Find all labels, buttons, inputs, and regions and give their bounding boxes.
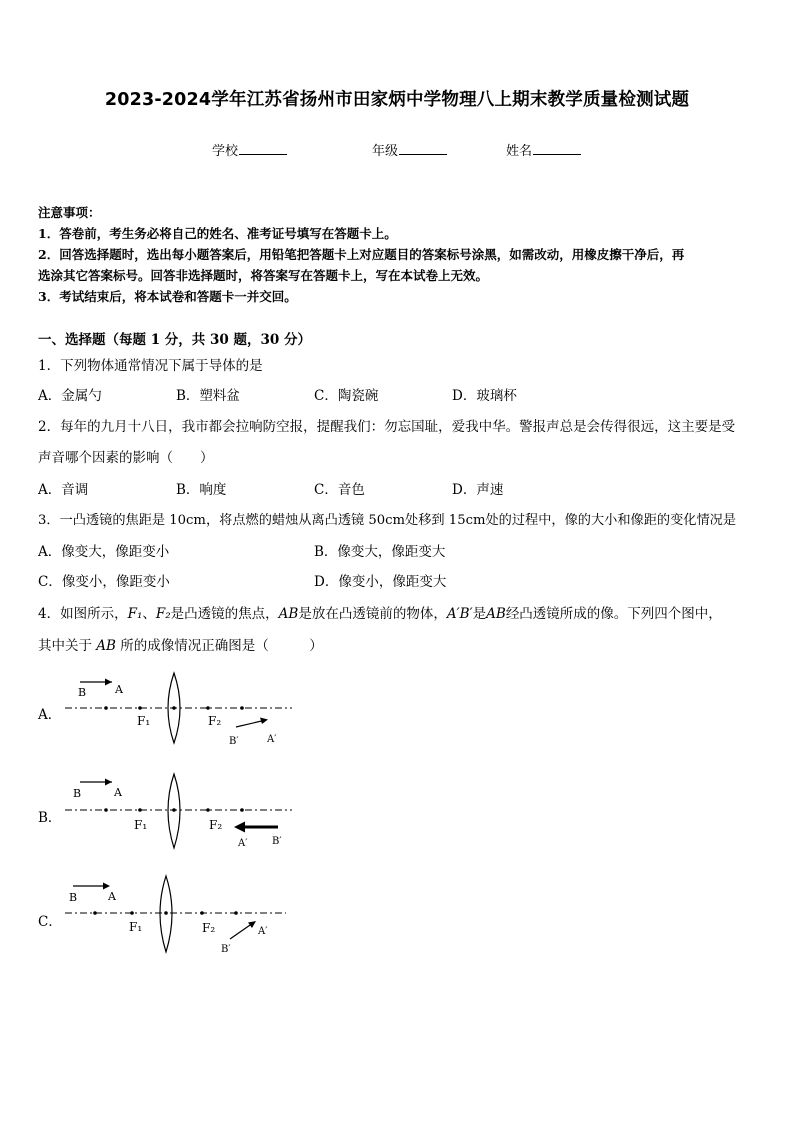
label-b: B	[69, 891, 78, 904]
label-a: A	[108, 890, 116, 903]
focal-point-f1	[138, 808, 142, 812]
q4-text-3: 是放在凸透镜前的物体，	[298, 606, 447, 622]
q4-f1: F₁	[127, 606, 143, 622]
q1-option-b: B．塑料盆	[176, 388, 240, 404]
q2-option-b: B．响度	[176, 482, 227, 498]
notice-line-3: 3．考试结束后，将本试卷和答题卡一并交回。	[38, 289, 297, 304]
label-a-prime: A′	[258, 926, 268, 937]
focal-point-left-2f	[93, 911, 97, 915]
q4-ab-2: AB	[486, 606, 506, 622]
label-f2: F₂	[208, 714, 222, 728]
q4-text-5: 经凸透镜所成的像。下列四个图中，	[505, 606, 722, 622]
label-f2: F₂	[202, 921, 216, 935]
q4-f2: F₂	[155, 606, 171, 622]
object-arrow-head	[103, 883, 110, 890]
focal-point-f1	[130, 911, 134, 915]
label-b: B	[73, 787, 82, 800]
focal-point-f2	[206, 808, 210, 812]
q4-sep: 、	[142, 606, 156, 622]
q4-text-7: 所的成像情况正确图是（ ）	[120, 638, 323, 654]
q4-text-6: 其中关于	[38, 638, 92, 654]
q2-stem-line-1: 2．每年的九月十八日，我市都会拉响防空报，提醒我们：勿忘国耻，爱我中华。警报声总是会传得很远，这主要是受	[38, 419, 736, 435]
q1-option-c: C．陶瓷碗	[314, 388, 379, 404]
q4-ab: AB	[278, 606, 299, 622]
school-label: 学校	[212, 144, 239, 159]
label-b: B	[78, 686, 87, 699]
q4-stem-line-2	[38, 634, 323, 654]
focal-point-right-2f	[240, 706, 244, 710]
focal-point-left-2f	[104, 706, 108, 710]
label-a: A	[115, 683, 123, 696]
image-arrow-head	[260, 718, 268, 725]
image-arrow-head	[234, 822, 245, 833]
q4-ab-3: AB	[96, 638, 116, 654]
q3-option-c: C．像变小，像距变小	[38, 574, 170, 590]
optical-center	[164, 911, 168, 915]
q4-stem-line-1	[38, 602, 722, 622]
q4-text-4: 是	[472, 606, 487, 622]
q3-option-b: B．像变大，像距变大	[314, 544, 446, 560]
name-field	[506, 140, 581, 159]
q2-stem-line-2: 声音哪个因素的影响（ ）	[38, 450, 214, 466]
notice-line-2a: 2．回答选择题时，选出每小题答案后，用铅笔把答题卡上对应题目的答案标号涂黑，如需改动，用橡皮擦干净后，再	[38, 247, 685, 262]
q3-option-a: A．像变大，像距变小	[38, 544, 170, 560]
label-a-prime: A′	[267, 734, 277, 745]
q4-ab-image: A′B′	[446, 606, 473, 622]
focal-point-right-2f	[240, 808, 244, 812]
q1-option-a: A．金属勺	[38, 388, 102, 404]
section-heading: 一、选择题（每题 1 分，共 30 题，30 分）	[38, 332, 311, 348]
diagram-c-option: C．	[38, 914, 62, 930]
label-b-prime: B′	[229, 736, 239, 747]
diagram-c	[60, 872, 300, 960]
label-b-prime: B′	[221, 944, 231, 955]
school-blank	[239, 142, 287, 155]
q4-text-2: 是凸透镜的焦点，	[170, 606, 279, 622]
label-a: A	[114, 786, 122, 799]
label-a-prime: A′	[238, 838, 248, 849]
notice-heading: 注意事项：	[38, 205, 101, 220]
object-arrow-head	[105, 779, 112, 786]
q2-option-d: D．声速	[452, 482, 504, 498]
q1-option-d: D．玻璃杯	[452, 388, 517, 404]
page-title: 2023-2024学年江苏省扬州市田家炳中学物理八上期末教学质量检测试题	[104, 90, 690, 110]
name-blank	[533, 142, 581, 155]
q2-option-c: C．音色	[314, 482, 365, 498]
focal-point-left-2f	[104, 808, 108, 812]
diagram-b	[60, 770, 300, 852]
label-b-prime: B′	[272, 836, 282, 847]
focal-point-f2	[200, 911, 204, 915]
q3-option-d: D．像变小，像距变大	[314, 574, 447, 590]
focal-point-f2	[206, 706, 210, 710]
grade-field	[372, 140, 447, 159]
label-f1: F₁	[129, 920, 143, 934]
q2-option-a: A．音调	[38, 482, 89, 498]
object-arrow-head	[105, 679, 112, 686]
optical-center	[172, 808, 176, 812]
school-field	[212, 140, 287, 159]
focal-point-right-2f	[234, 911, 238, 915]
diagram-a	[60, 670, 300, 750]
q4-text-1: 4．如图所示，	[38, 606, 128, 622]
notice-line-1: 1．答卷前，考生务必将自己的姓名、准考证号填写在答题卡上。	[38, 226, 397, 241]
grade-label: 年级	[372, 144, 399, 159]
diagram-a-option: A．	[38, 707, 62, 723]
label-f1: F₁	[134, 818, 148, 832]
name-label: 姓名	[506, 144, 533, 159]
grade-blank	[399, 142, 447, 155]
label-f1: F₁	[137, 714, 151, 728]
diagram-b-option: B．	[38, 810, 62, 826]
q3-stem: 3．一凸透镜的焦距是 10cm，将点燃的蜡烛从离凸透镜 50cm处移到 15cm处的过程中，像的大小和像距的变化情况是	[38, 513, 737, 528]
image-arrow-head	[248, 921, 256, 928]
image-arrow	[230, 923, 253, 939]
notice-line-2b: 选涂其它答案标号。回答非选择题时，将答案写在答题卡上，写在本试卷上无效。	[38, 268, 489, 283]
optical-center	[172, 706, 176, 710]
label-f2: F₂	[209, 818, 223, 832]
q1-stem: 1．下列物体通常情况下属于导体的是	[38, 358, 263, 374]
focal-point-f1	[138, 706, 142, 710]
